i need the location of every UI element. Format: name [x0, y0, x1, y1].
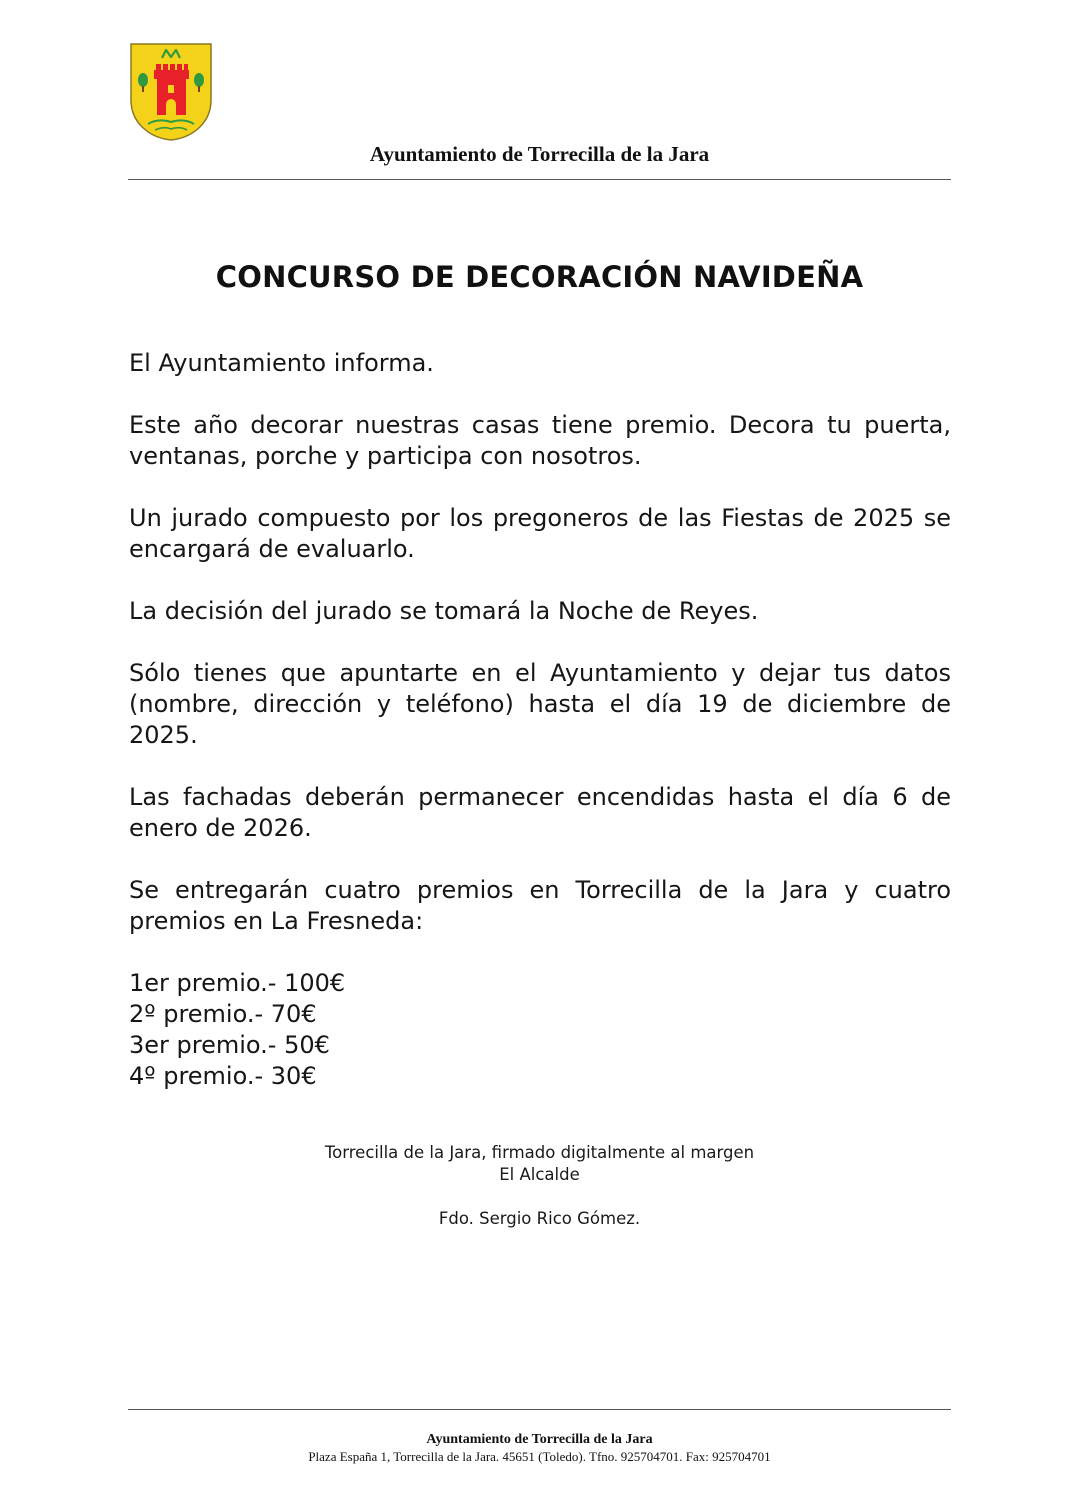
document-title: CONCURSO DE DECORACIÓN NAVIDEÑA [215, 260, 864, 294]
footer-address: Plaza España 1, Torrecilla de la Jara. 45651 (Toledo). Tfno. 925704701. Fax: 925704701 [308, 1449, 771, 1464]
paragraph-intro: El Ayuntamiento informa. [129, 349, 434, 377]
municipal-crest [128, 42, 214, 142]
header-divider [128, 179, 951, 180]
footer [0, 1431, 1079, 1465]
prize-item: 4º premio.- 30€ [129, 1062, 317, 1090]
footer-divider [128, 1409, 951, 1410]
coat-of-arms-icon [128, 42, 214, 142]
signature-role: El Alcalde [499, 1165, 580, 1184]
paragraph-decision-date: La decisión del jurado se tomará la Noche de Reyes. [129, 597, 759, 625]
document-body [129, 348, 951, 1092]
header-title: Ayuntamiento de Torrecilla de la Jara [369, 142, 710, 166]
paragraph-registration: Sólo tienes que apuntarte en el Ayuntamiento y dejar tus datos (nombre, dirección y teléfono) hasta el día 19 de diciembre de 2025. [129, 659, 951, 749]
paragraph-prizes-intro: Se entregarán cuatro premios en Torrecilla de la Jara y cuatro premios en La Fresneda: [129, 876, 951, 935]
prize-item: 3er premio.- 50€ [129, 1031, 330, 1059]
paragraph-jury: Un jurado compuesto por los pregoneros de las Fiestas de 2025 se encargará de evaluarlo. [129, 504, 951, 563]
prize-item: 1er premio.- 100€ [129, 969, 346, 997]
signature-name: Fdo. Sergio Rico Gómez. [438, 1209, 641, 1228]
footer-name: Ayuntamiento de Torrecilla de la Jara [426, 1432, 653, 1447]
paragraph-lighting: Las fachadas deberán permanecer encendidas hasta el día 6 de enero de 2026. [129, 783, 951, 842]
prize-item: 2º premio.- 70€ [129, 1000, 317, 1028]
signature-block [0, 1142, 1079, 1230]
signature-place: Torrecilla de la Jara, firmado digitalmente al margen [324, 1143, 755, 1162]
paragraph-prize-announcement: Este año decorar nuestras casas tiene premio. Decora tu puerta, ventanas, porche y participa con nosotros. [129, 411, 951, 470]
prize-list [129, 968, 951, 1092]
